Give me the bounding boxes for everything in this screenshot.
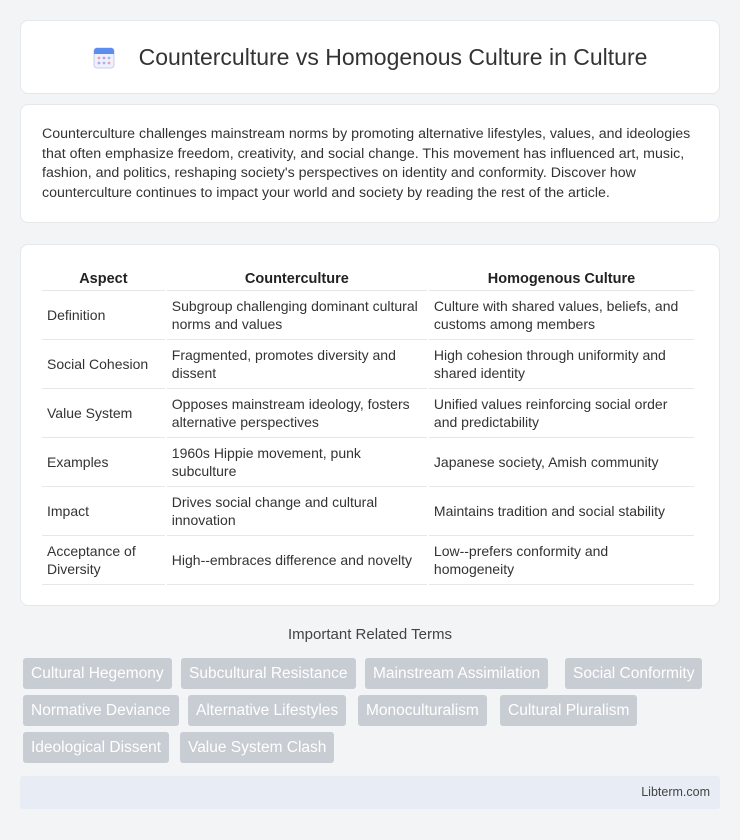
table-cell: Acceptance of Diversity [42, 536, 165, 585]
intro-text: Counterculture challenges mainstream norms by promoting alternative lifestyles, values, and ideologies that often emphasize freedom, creativity, and social change. This movement has influenced art, music, fashion, and politics, reshaping society's perspectives on identity and conformity. Discover how counterculture continues to impact your world and society by reading the rest of the article. [42, 126, 691, 201]
table-row [42, 291, 694, 340]
comparison-table [40, 265, 696, 585]
table-cell: Impact [42, 487, 165, 536]
table-header-row [42, 265, 694, 291]
related-terms-title: Important Related Terms [288, 626, 452, 643]
table-cell: Definition [42, 291, 165, 340]
footer-site-link[interactable]: Libterm.com [641, 785, 710, 799]
intro-card [20, 104, 720, 223]
footer [20, 776, 720, 809]
table-cell: Fragmented, promotes diversity and dissent [167, 340, 427, 389]
column-header: Counterculture [167, 265, 427, 291]
table-cell: Culture with shared values, beliefs, and customs among members [429, 291, 694, 340]
related-term-tag[interactable]: Monoculturalism [358, 695, 487, 726]
related-term-tag[interactable]: Normative Deviance [23, 695, 179, 726]
table-cell: Opposes mainstream ideology, fosters alternative perspectives [167, 389, 427, 438]
table-cell: Unified values reinforcing social order and predictability [429, 389, 694, 438]
related-term-tag[interactable]: Subcultural Resistance [181, 658, 356, 689]
table-cell: High--embraces difference and novelty [167, 536, 427, 585]
calendar-icon [93, 45, 115, 69]
table-cell: 1960s Hippie movement, punk subculture [167, 438, 427, 487]
title-card [20, 20, 720, 94]
table-row [42, 438, 694, 487]
related-term-tag[interactable]: Cultural Hegemony [23, 658, 172, 689]
related-term-tag[interactable]: Cultural Pluralism [500, 695, 637, 726]
column-header: Homogenous Culture [429, 265, 694, 291]
related-term-tag[interactable]: Value System Clash [180, 732, 334, 763]
table-cell: Social Cohesion [42, 340, 165, 389]
related-term-tag[interactable]: Mainstream Assimilation [365, 658, 548, 689]
table-cell: Maintains tradition and social stability [429, 487, 694, 536]
page-title: Counterculture vs Homogenous Culture in Culture [138, 43, 648, 70]
table-row [42, 536, 694, 585]
table-cell: Drives social change and cultural innovation [167, 487, 427, 536]
table-cell: Examples [42, 438, 165, 487]
table-row [42, 389, 694, 438]
table-cell: Japanese society, Amish community [429, 438, 694, 487]
table-row [42, 340, 694, 389]
table-cell: Value System [42, 389, 165, 438]
table-row [42, 487, 694, 536]
comparison-card [20, 244, 720, 606]
related-term-tag[interactable]: Ideological Dissent [23, 732, 169, 763]
table-cell: Low--prefers conformity and homogeneity [429, 536, 694, 585]
column-header: Aspect [42, 265, 165, 291]
related-term-tag[interactable]: Social Conformity [565, 658, 702, 689]
table-cell: Subgroup challenging dominant cultural norms and values [167, 291, 427, 340]
related-term-tag[interactable]: Alternative Lifestyles [188, 695, 346, 726]
table-cell: High cohesion through uniformity and shared identity [429, 340, 694, 389]
